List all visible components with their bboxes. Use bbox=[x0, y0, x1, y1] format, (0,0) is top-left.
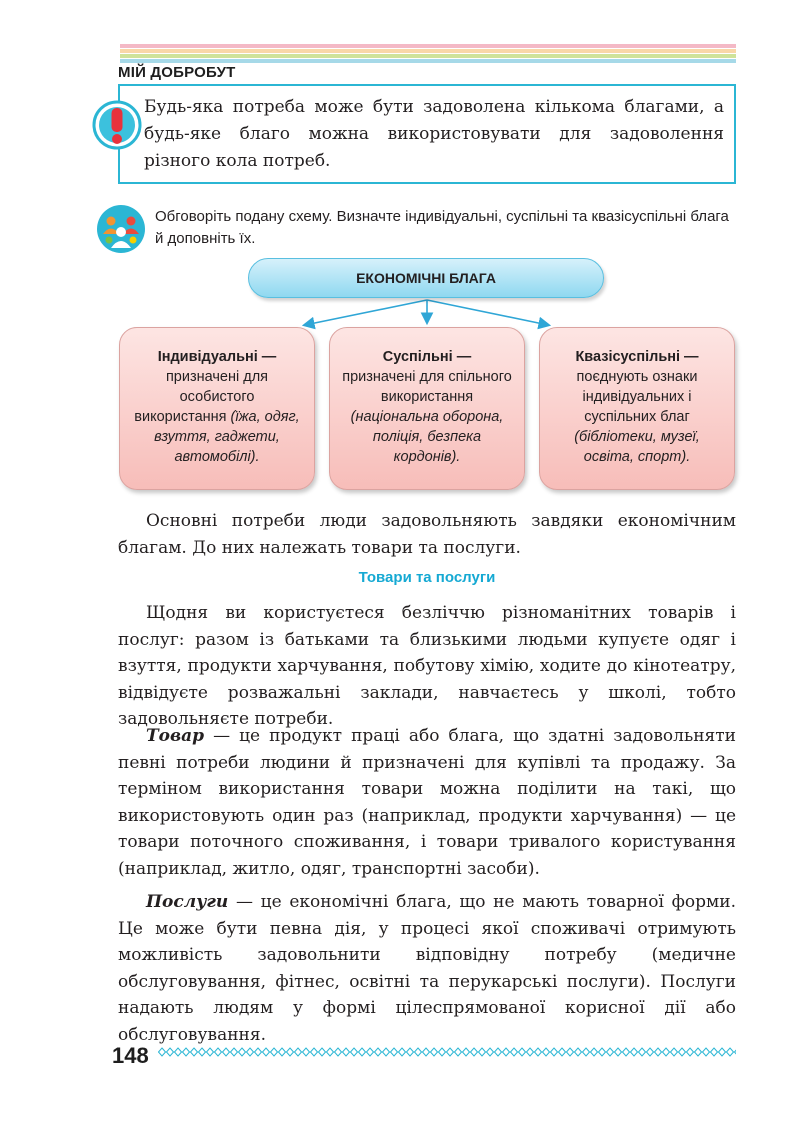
page-number: 148 bbox=[112, 1043, 149, 1068]
box-examples: (бібліотеки, музеї, освіта, спорт). bbox=[574, 429, 700, 465]
diagram-top-box: ЕКОНОМІЧНІ БЛАГА bbox=[248, 258, 604, 298]
arrow-to-quasi bbox=[427, 300, 548, 325]
term-goods: Товар bbox=[146, 726, 205, 746]
box-examples: (національна оборона, поліція, безпека кордонів). bbox=[350, 409, 504, 465]
paragraph-goods-definition bbox=[118, 723, 736, 882]
box-description-text: призначені для спільного використання bbox=[342, 369, 512, 405]
box-description bbox=[120, 367, 314, 467]
box-description-text: призначені для особистого використання bbox=[134, 369, 269, 425]
box-heading: Суспільні — bbox=[382, 349, 472, 365]
arrow-to-individual bbox=[305, 300, 427, 325]
section-title: МІЙ ДОБРОБУТ bbox=[118, 64, 236, 81]
paragraph-goods-services: Щодня ви користуєтеся безліччю різноманітних товарів і послуг: разом із батьками та близькими людьми купуєте одяг і взуття, продукти харчування, побутову хімію, ходите до кінотеатру, відвідуєте розважальні заклади, навчаєтесь у школі, тобто задовольняєте потреби. bbox=[118, 603, 736, 729]
box-examples: (їжа, одяг, взуття, гаджети, автомобілі). bbox=[154, 409, 300, 465]
box-description bbox=[540, 367, 734, 467]
term-services: Послуги bbox=[146, 892, 229, 912]
box-description-text: поєднують ознаки індивідуальних і суспільних благ bbox=[576, 369, 698, 425]
individual-goods-box bbox=[119, 327, 315, 490]
decorative-diamond-line bbox=[158, 1046, 736, 1058]
quasi-public-goods-box bbox=[539, 327, 735, 490]
task-text: Обговоріть подану схему. Визначте індивідуальні, суспільні та квазісуспільні блага й доповніть їх. bbox=[155, 208, 729, 247]
box-heading: Індивідуальні — bbox=[157, 349, 277, 365]
box-description bbox=[330, 367, 524, 467]
goods-definition-text: — це продукт праці або блага, що здатні задовольняти певні потреби людини й призначені для купівлі та продажу. За терміном використання товари можна поділити на такі, що використовують один раз (наприклад, продукти харчування) — це товари поточного споживання, і товари тривалого користування (наприклад, житло, одяг, транспортні засоби). bbox=[118, 726, 736, 879]
intro-paragraph: Основні потреби люди задовольняють завдяки економічним благам. До них належать товари та послуги. bbox=[118, 511, 736, 558]
box-heading: Квазісуспільні — bbox=[575, 349, 699, 365]
paragraph-services-definition bbox=[118, 889, 736, 1048]
services-definition-text: — це економічні блага, що не мають товарної форми. Це може бути певна дія, у процесі якої споживачі отримують можливість задовольнити відповідну потребу (медичне обслуговування, фітнес, освітні та перукарські послуги). Послуги надають людям у формі цілеспрямованої корисної дії або обслуговування. bbox=[118, 892, 736, 1045]
subheading: Товари та послуги bbox=[358, 569, 496, 586]
public-goods-box bbox=[329, 327, 525, 490]
important-text: Будь-яка потреба може бути задоволена кількома благами, а будь-яке благо можна використовувати для задоволення різного кола потреб. bbox=[144, 97, 724, 171]
